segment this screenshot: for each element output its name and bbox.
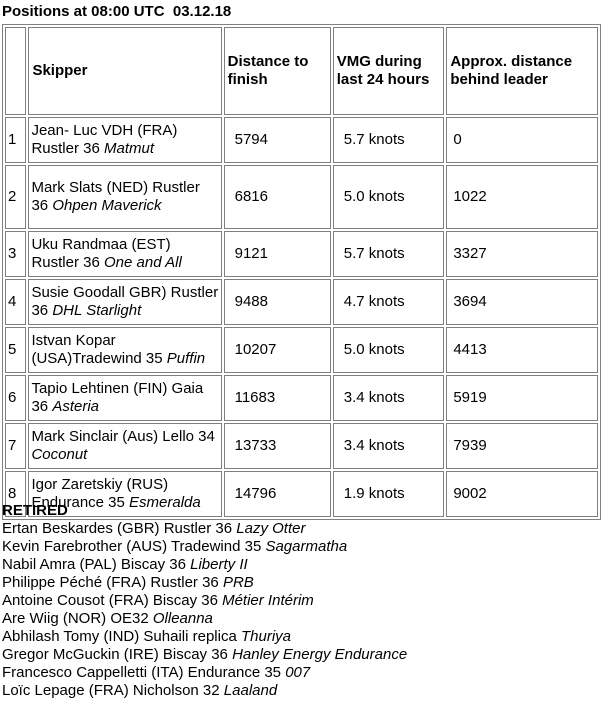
retired-skipper: Abhilash Tomy (IND) Suhaili replica [2, 628, 241, 645]
skipper-cell [28, 279, 221, 325]
table-row [5, 423, 598, 469]
skipper-text: Jean- Luc VDH (FRA) Rustler 36 [31, 122, 178, 157]
distance-cell: 6816 [224, 165, 331, 229]
boat-name: Coconut [31, 446, 88, 463]
table-header-row [5, 27, 598, 115]
retired-skipper: Are Wiig (NOR) OE32 [2, 610, 153, 627]
rank-cell: 5 [5, 327, 26, 373]
skipper-header: Skipper [28, 27, 221, 115]
vmg-cell: 1.9 knots [333, 471, 445, 517]
skipper-cell [28, 231, 221, 277]
retired-boat: Sagarmatha [265, 538, 348, 555]
distance-cell: 14796 [224, 471, 331, 517]
behind-cell: 4413 [446, 327, 598, 373]
boat-name: Matmut [104, 140, 155, 157]
retired-title: RETIRED [2, 502, 68, 519]
behind-cell: 0 [446, 117, 598, 163]
rank-cell: 4 [5, 279, 26, 325]
retired-boat: Hanley Energy Endurance [232, 646, 408, 663]
rank-cell: 2 [5, 165, 26, 229]
behind-cell: 3694 [446, 279, 598, 325]
rank-cell: 7 [5, 423, 26, 469]
retired-skipper: Ertan Beskardes (GBR) Rustler 36 [2, 520, 237, 537]
standings-rows [5, 117, 598, 517]
retired-skipper: Gregor McGuckin (IRE) Biscay 36 [2, 646, 233, 663]
vmg-header: VMG during last 24 hours [333, 27, 445, 115]
retired-item [2, 520, 602, 538]
retired-skipper: Antoine Cousot (FRA) Biscay 36 [2, 592, 223, 609]
skipper-text: Igor Zaretskiy (RUS) Endurance 35 [31, 476, 169, 511]
boat-name: DHL Starlight [52, 302, 142, 319]
table-row [5, 327, 598, 373]
behind-cell: 9002 [446, 471, 598, 517]
vmg-cell: 4.7 knots [333, 279, 445, 325]
distance-cell: 9488 [224, 279, 331, 325]
rank-cell: 6 [5, 375, 26, 421]
retired-skipper: Francesco Cappelletti (ITA) Endurance 35 [2, 664, 286, 681]
vmg-cell: 5.7 knots [333, 231, 445, 277]
table-row [5, 375, 598, 421]
retired-item [2, 646, 602, 664]
distance-cell: 5794 [224, 117, 331, 163]
vmg-cell: 3.4 knots [333, 423, 445, 469]
distance-cell: 9121 [224, 231, 331, 277]
retired-boat: Thuriya [240, 628, 292, 645]
retired-item [2, 556, 602, 574]
table-row [5, 279, 598, 325]
retired-boat: Lazy Otter [236, 520, 306, 537]
skipper-text: Mark Sinclair (Aus) Lello 34 [31, 428, 215, 445]
skipper-text: Susie Goodall GBR) Rustler 36 [31, 284, 219, 319]
retired-boat: Laaland [223, 682, 278, 699]
vmg-cell: 3.4 knots [333, 375, 445, 421]
retired-item [2, 664, 602, 682]
retired-boat: PRB [222, 574, 254, 591]
rank-header [5, 27, 26, 115]
retired-list [2, 520, 602, 700]
boat-name: Puffin [166, 350, 206, 367]
distance-header: Distance to finish [224, 27, 331, 115]
vmg-cell: 5.0 knots [333, 165, 445, 229]
rank-cell: 8 [5, 471, 26, 517]
table-row [5, 117, 598, 163]
retired-boat: 007 [285, 664, 311, 681]
standings-table [2, 24, 601, 520]
distance-cell: 11683 [224, 375, 331, 421]
boat-name: Ohpen Maverick [52, 197, 162, 214]
distance-cell: 13733 [224, 423, 331, 469]
retired-item [2, 628, 602, 646]
table-row [5, 165, 598, 229]
retired-skipper: Kevin Farebrother (AUS) Tradewind 35 [2, 538, 266, 555]
vmg-cell: 5.7 knots [333, 117, 445, 163]
skipper-cell [28, 117, 221, 163]
boat-name: Esmeralda [129, 494, 201, 511]
retired-skipper: Philippe Péché (FRA) Rustler 36 [2, 574, 223, 591]
behind-cell: 7939 [446, 423, 598, 469]
page-title: Positions at 08:00 UTC 03.12.18 [2, 3, 232, 20]
skipper-cell [28, 327, 221, 373]
skipper-cell [28, 375, 221, 421]
rank-cell: 3 [5, 231, 26, 277]
retired-item [2, 682, 602, 700]
skipper-text: Tapio Lehtinen (FIN) Gaia 36 [31, 380, 204, 415]
retired-item [2, 538, 602, 556]
retired-item [2, 592, 602, 610]
retired-skipper: Nabil Amra (PAL) Biscay 36 [2, 556, 191, 573]
retired-boat: Liberty II [190, 556, 248, 573]
table-row [5, 231, 598, 277]
skipper-cell [28, 423, 221, 469]
skipper-text: Istvan Kopar (USA)Tradewind 35 [31, 332, 167, 367]
behind-cell: 3327 [446, 231, 598, 277]
behind-cell: 5919 [446, 375, 598, 421]
retired-boat: Olleanna [152, 610, 213, 627]
behind-header: Approx. distance behind leader [446, 27, 598, 115]
distance-cell: 10207 [224, 327, 331, 373]
rank-cell: 1 [5, 117, 26, 163]
skipper-text: Uku Randmaa (EST) Rustler 36 [31, 236, 171, 271]
boat-name: Asteria [52, 398, 99, 415]
retired-section [2, 502, 602, 700]
boat-name: One and All [104, 254, 182, 271]
skipper-text: Mark Slats (NED) Rustler 36 [31, 179, 200, 214]
retired-boat: Métier Intérim [222, 592, 314, 609]
behind-cell: 1022 [446, 165, 598, 229]
skipper-cell [28, 165, 221, 229]
retired-item [2, 610, 602, 628]
retired-skipper: Loïc Lepage (FRA) Nicholson 32 [2, 682, 224, 699]
vmg-cell: 5.0 knots [333, 327, 445, 373]
retired-item [2, 574, 602, 592]
